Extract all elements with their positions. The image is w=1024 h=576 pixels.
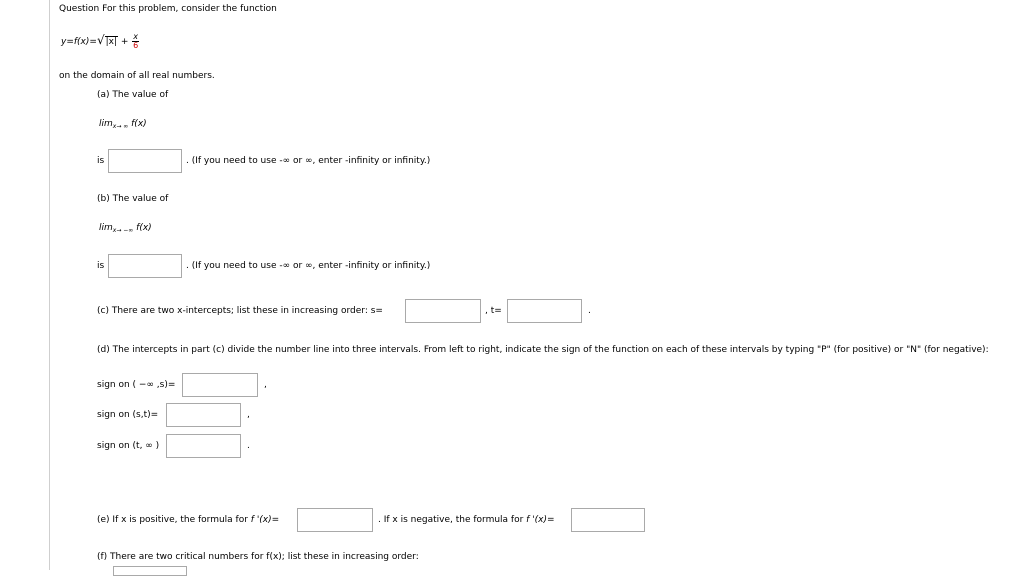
question-panel xyxy=(49,0,1024,570)
part-b-is: is xyxy=(97,261,105,271)
part-f-input-partial[interactable] xyxy=(113,566,187,576)
part-d-sign1-input[interactable] xyxy=(182,373,258,397)
limit-subscript: x→ −∞ xyxy=(112,227,134,234)
function-lhs: y=f(x)= xyxy=(61,37,97,47)
part-e-fprime2: f '(x) xyxy=(526,515,548,525)
part-c-t-label: , t= xyxy=(485,306,502,316)
plus-sign: + xyxy=(120,37,129,47)
part-e-eq2: = xyxy=(547,515,555,525)
part-b-hint: . (If you need to use -∞ or ∞, enter -infinity or infinity.) xyxy=(186,261,431,271)
part-d-sign2-sep: , xyxy=(247,410,250,420)
part-b-answer-input[interactable] xyxy=(108,254,182,278)
part-c-s-input[interactable] xyxy=(405,299,481,323)
part-c-t-input[interactable] xyxy=(507,299,582,323)
part-e-positive-input[interactable] xyxy=(297,508,373,532)
limit-function: f(x) xyxy=(131,119,147,129)
part-a-hint: . (If you need to use -∞ or ∞, enter -infinity or infinity.) xyxy=(186,156,431,166)
limit-function: f(x) xyxy=(136,223,152,233)
limit-subscript: x→ ∞ xyxy=(112,123,129,130)
fraction xyxy=(132,33,139,50)
part-c-end: . xyxy=(588,306,591,316)
part-e-text xyxy=(97,515,279,525)
part-d-sign3-label: sign on (t, ∞ ) xyxy=(97,441,160,451)
question-header: Question For this problem, consider the function xyxy=(59,4,277,14)
radicand: |x| xyxy=(105,37,117,47)
part-d-sign3-sep: . xyxy=(247,441,250,451)
part-e-middle xyxy=(378,515,555,525)
part-d-sign2-label: sign on (s,t)= xyxy=(97,410,159,420)
limit-prefix: lim xyxy=(99,119,113,129)
part-a-answer-input[interactable] xyxy=(108,149,182,173)
part-a-label: (a) The value of xyxy=(97,90,169,100)
part-e-prefix: (e) If x is positive, the formula for xyxy=(97,515,251,525)
part-d-sign3-input[interactable] xyxy=(166,434,241,458)
part-f-text: (f) There are two critical numbers for f(x); list these in increasing order: xyxy=(97,552,419,562)
part-d-text: (d) The intercepts in part (c) divide the number line into three intervals. From left to right, indicate the sign of the function on each of these intervals by typing "P" (for positive) or "N" (for negative): xyxy=(97,345,989,355)
part-a-limit xyxy=(99,119,147,129)
part-e-middle-text: . If x is negative, the formula for xyxy=(378,515,527,525)
part-b-limit xyxy=(99,223,152,233)
part-e-fprime: f '(x) xyxy=(250,515,272,525)
domain-text: on the domain of all real numbers. xyxy=(59,71,215,81)
part-d-sign1-label: sign on ( −∞ ,s)= xyxy=(97,380,176,390)
part-c-text: (c) There are two x-intercepts; list these in increasing order: s= xyxy=(97,306,383,316)
sqrt-symbol: √ xyxy=(96,33,105,47)
fraction-numerator: x xyxy=(133,32,139,41)
fraction-denominator: 6 xyxy=(133,41,139,50)
part-b-label: (b) The value of xyxy=(97,194,169,204)
limit-prefix: lim xyxy=(99,223,113,233)
part-d-sign1-sep: , xyxy=(264,380,267,390)
part-e-negative-input[interactable] xyxy=(571,508,645,532)
part-e-eq: = xyxy=(271,515,280,525)
part-d-sign2-input[interactable] xyxy=(166,403,241,427)
function-definition xyxy=(61,33,140,50)
part-a-is: is xyxy=(97,156,105,166)
